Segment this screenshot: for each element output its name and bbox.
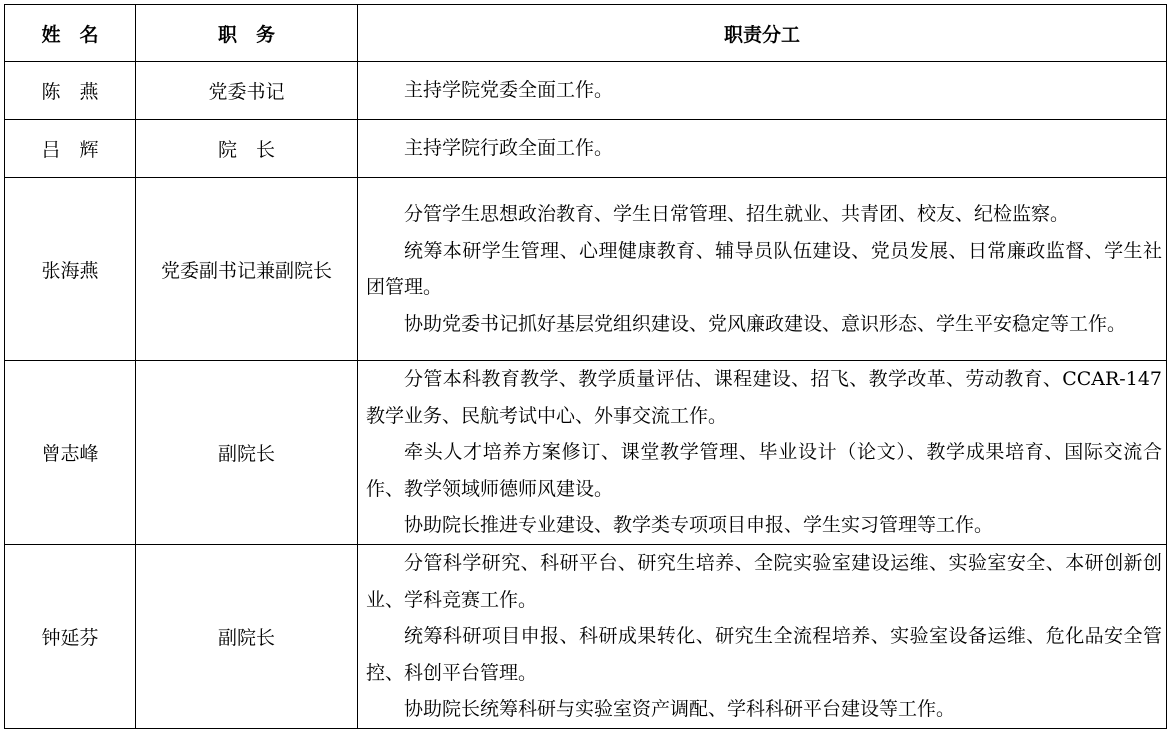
header-position: 职 务 — [136, 5, 358, 62]
duty-paragraph: 分管科学研究、科研平台、研究生培养、全院实验室建设运维、实验室安全、本研创新创业、学科竞赛工作。 — [366, 552, 1162, 611]
header-name: 姓 名 — [5, 5, 136, 62]
duties-cell — [358, 62, 1167, 120]
table-row — [5, 62, 1167, 120]
duties-cell — [358, 178, 1167, 361]
duties-cell — [358, 361, 1167, 545]
duty-paragraph: 协助党委书记抓好基层党组织建设、党风廉政建设、意识形态、学生平安稳定等工作。 — [404, 312, 1127, 335]
name-cell: 曾志峰 — [5, 361, 136, 545]
duty-paragraph: 统筹科研项目申报、科研成果转化、研究生全流程培养、实验室设备运维、危化品安全管控、科创平台管理。 — [366, 625, 1162, 684]
duty-assignment-table — [4, 4, 1167, 729]
duty-paragraph: 分管学生思想政治教育、学生日常管理、招生就业、共青团、校友、纪检监察。 — [404, 203, 1070, 225]
position-cell: 副院长 — [136, 361, 358, 545]
name-cell: 张海燕 — [5, 178, 136, 361]
duty-paragraph: 主持学院党委全面工作。 — [404, 79, 614, 102]
duty-paragraph: 主持学院行政全面工作。 — [404, 137, 614, 160]
table-row — [5, 120, 1167, 178]
position-cell: 院 长 — [136, 120, 358, 178]
position-cell: 副院长 — [136, 545, 358, 729]
table-row — [5, 178, 1167, 361]
name-cell: 吕 辉 — [5, 120, 136, 178]
table-row — [5, 361, 1167, 545]
duties-cell — [358, 120, 1167, 178]
header-duties: 职责分工 — [358, 5, 1167, 62]
position-cell: 党委书记 — [136, 62, 358, 120]
duty-paragraph: 协助院长统筹科研与实验室资产调配、学科科研平台建设等工作。 — [404, 698, 956, 720]
name-cell: 钟延芬 — [5, 545, 136, 729]
position-cell: 党委副书记兼副院长 — [136, 178, 358, 361]
duty-paragraph: 协助院长推进专业建设、教学类专项项目申报、学生实习管理等工作。 — [404, 514, 994, 537]
name-cell: 陈 燕 — [5, 62, 136, 120]
duty-paragraph: 统筹本研学生管理、心理健康教育、辅导员队伍建设、党员发展、日常廉政监督、学生社团管理。 — [366, 239, 1162, 298]
duty-paragraph: 分管本科教育教学、教学质量评估、课程建设、招飞、教学改革、劳动教育、CCAR-147教学业务、民航考试中心、外事交流工作。 — [366, 368, 1162, 427]
table-row — [5, 545, 1167, 729]
duties-cell — [358, 545, 1167, 729]
table-header-row — [5, 5, 1167, 62]
duty-paragraph: 牵头人才培养方案修订、课堂教学管理、毕业设计（论文）、教学成果培育、国际交流合作、教学领域师德师风建设。 — [366, 441, 1162, 500]
